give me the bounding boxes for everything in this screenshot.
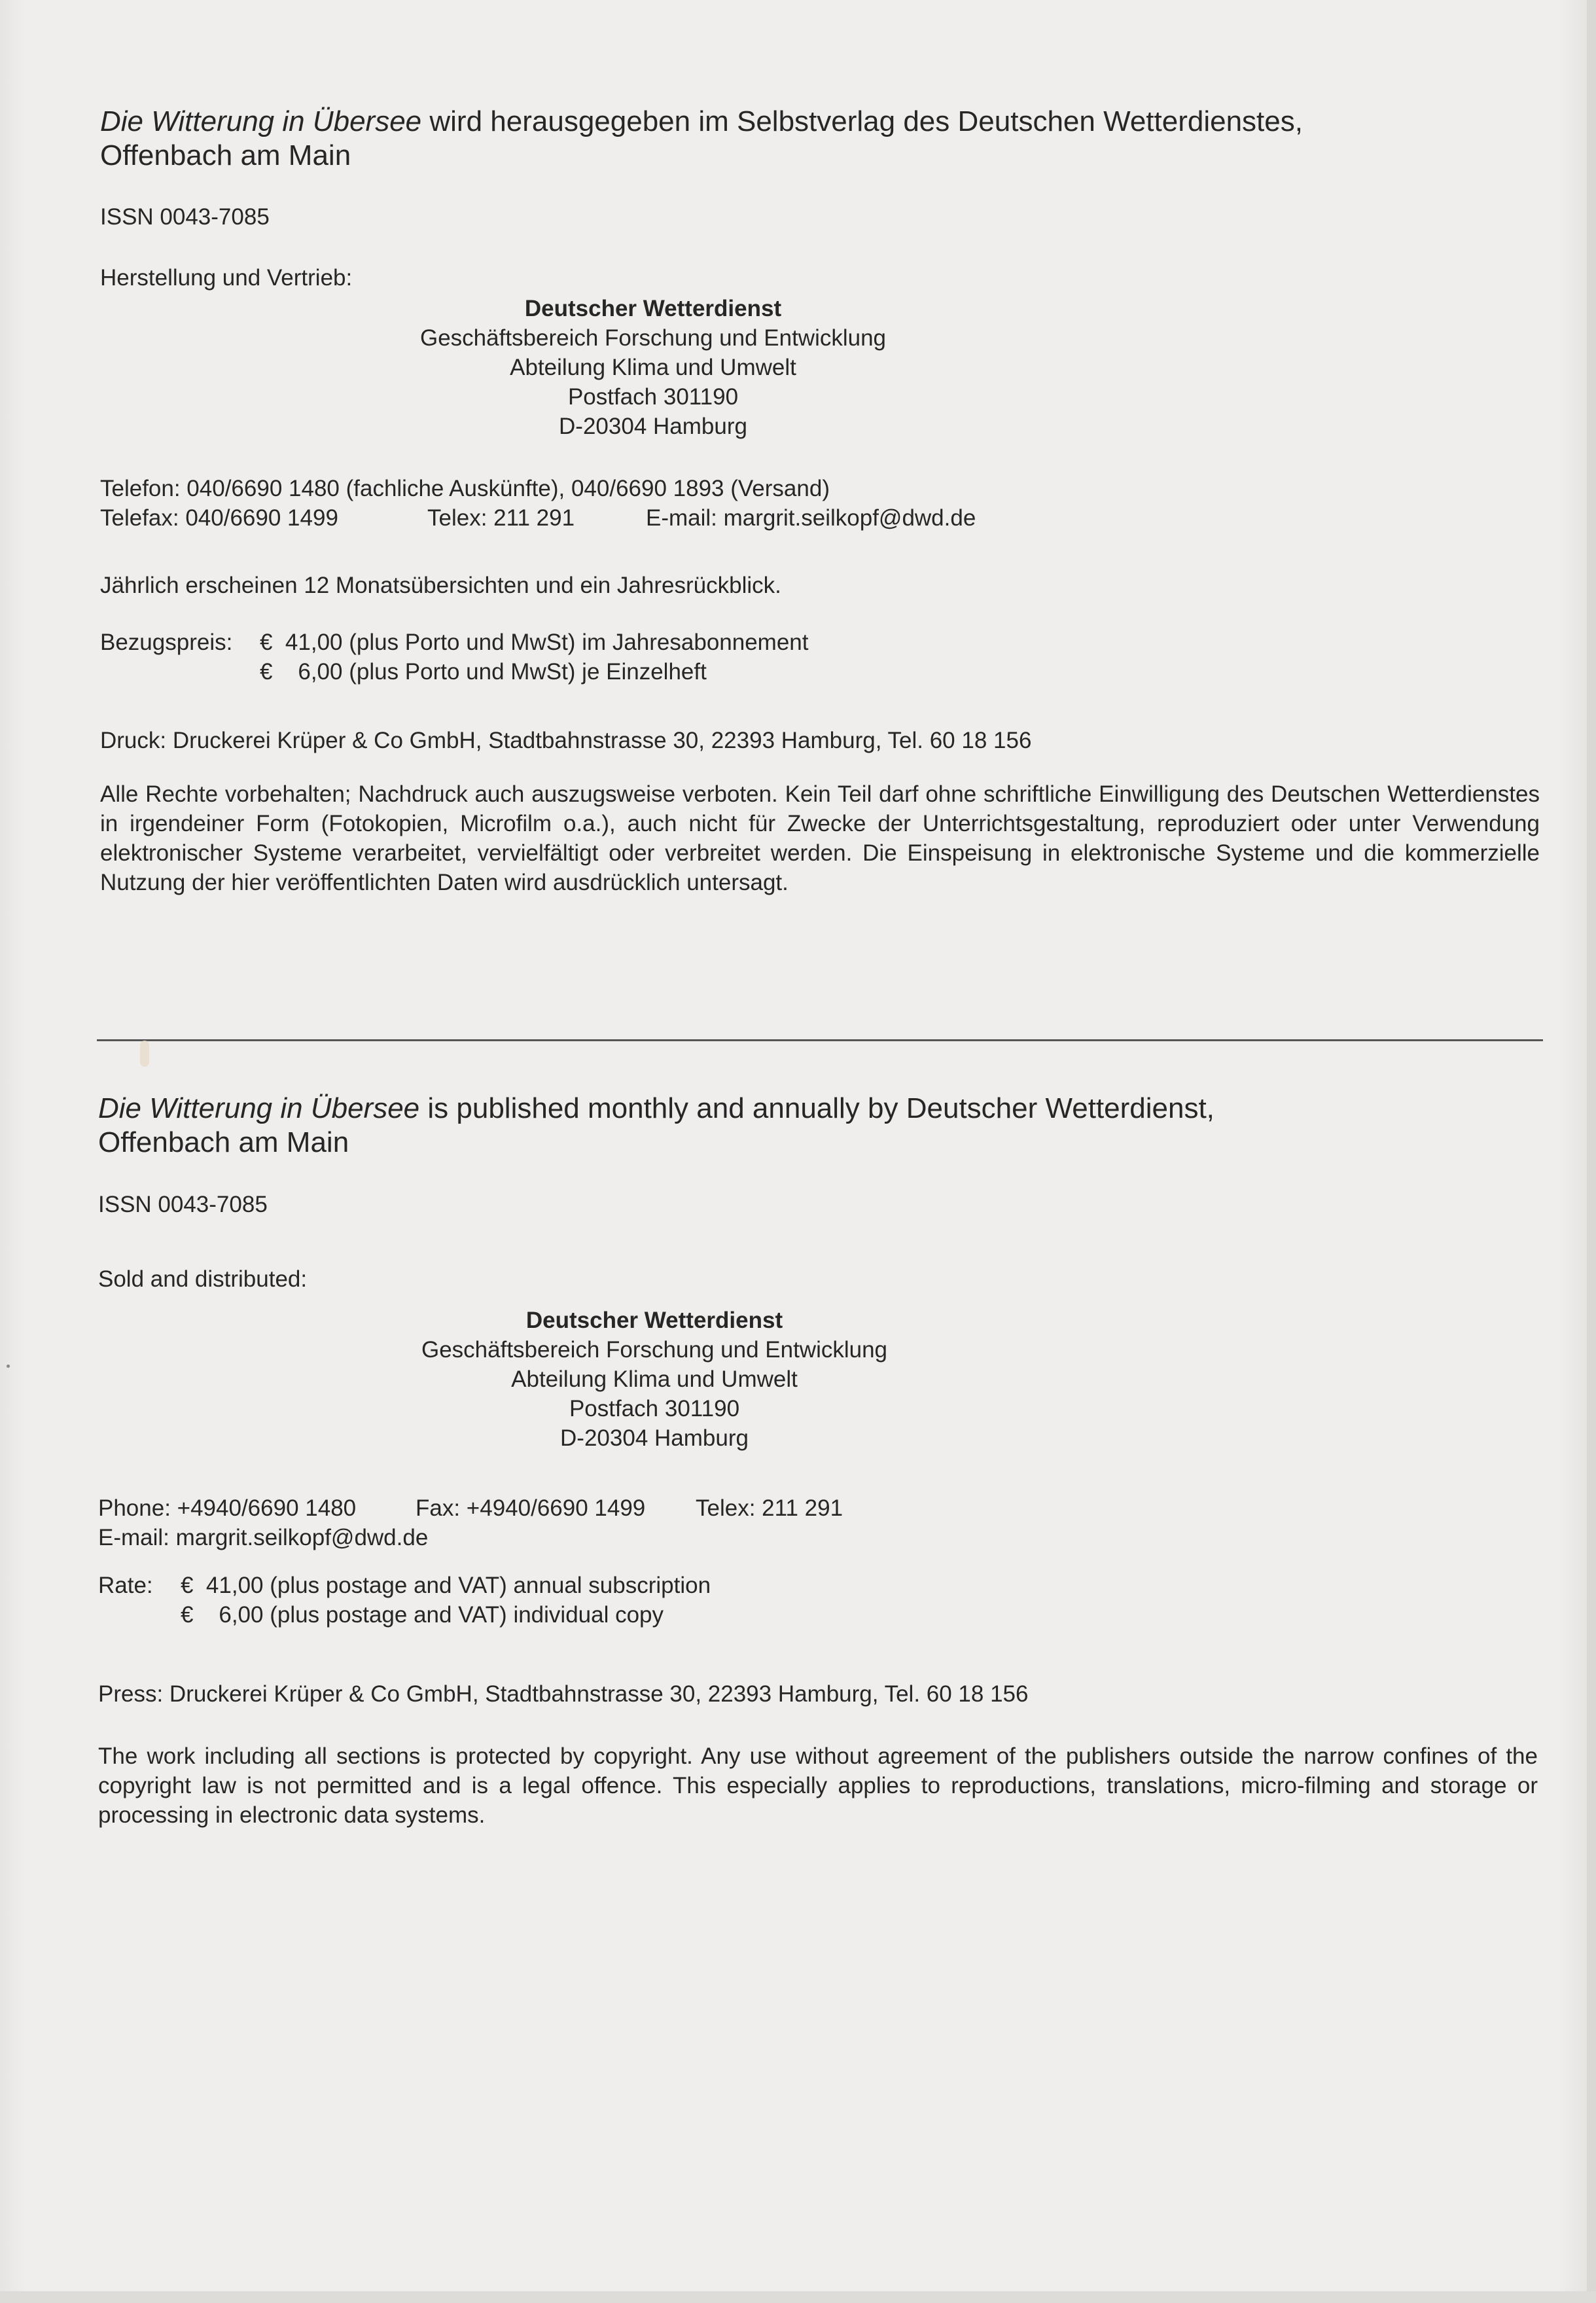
english-price-label: Rate: <box>98 1573 153 1598</box>
english-contact-row <box>98 1493 1538 1523</box>
german-price-1: € 41,00 (plus Porto und MwSt) im Jahresabonnement <box>260 630 809 655</box>
scan-speck <box>7 1365 10 1368</box>
english-price <box>98 1571 1538 1630</box>
german-address-org: Deutscher Wetterdienst <box>524 296 782 321</box>
german-price <box>100 628 1540 687</box>
english-issn: ISSN 0043-7085 <box>98 1192 268 1217</box>
english-address <box>98 1306 1211 1453</box>
english-price-list <box>181 1571 711 1630</box>
english-rights: The work including all sections is protected by copyright. Any use without agreement of the publishers outside the narrow confines of the copyright law is not permitted and is a legal offence. This especially applies to reproductions, translations, micro-filming and storage or processing in electronic data systems. <box>98 1743 1538 1828</box>
english-phone: Phone: +4940/6690 1480 <box>98 1495 357 1521</box>
german-fax: Telefax: 040/6690 1499 <box>100 505 338 531</box>
german-phone-line: Telefon: 040/6690 1480 (fachliche Auskünfte), 040/6690 1893 (Versand) <box>100 476 830 501</box>
english-title-line2: Offenbach am Main <box>98 1126 349 1158</box>
english-section <box>98 1092 1538 1830</box>
english-address-dept1: Geschäftsbereich Forschung und Entwicklung <box>421 1337 888 1363</box>
german-address-postbox: Postfach 301190 <box>567 384 739 410</box>
german-rights: Alle Rechte vorbehalten; Nachdruck auch auszugsweise verboten. Kein Teil darf ohne schriftliche Einwilligung des Deutschen Wetterdienstes in irgendeiner Form (Fotokopien, Microfilm o.a.), auch nicht für Zwecke der Unterrichtsgestaltung, reproduziert oder unter Verwendung elektronischer Systeme verarbeitet, vervielfältigt oder verbreitet werden. Die Einspeisung in elektronische Systeme und die kommerzielle Nutzung der hier veröffentlichten Daten wird ausdrücklich untersagt. <box>100 781 1540 895</box>
english-price-1: € 41,00 (plus postage and VAT) annual subscription <box>181 1573 711 1598</box>
german-title <box>100 105 1540 173</box>
german-section <box>100 105 1540 897</box>
german-address-city: D-20304 Hamburg <box>559 414 747 439</box>
german-issn: ISSN 0043-7085 <box>100 204 270 230</box>
german-print: Druck: Druckerei Krüper & Co GmbH, Stadtbahnstrasse 30, 22393 Hamburg, Tel. 60 18 156 <box>100 728 1032 753</box>
english-price-2: € 6,00 (plus postage and VAT) individual copy <box>181 1602 664 1628</box>
english-address-city: D-20304 Hamburg <box>560 1425 749 1451</box>
german-title-italic: Die Witterung in Übersee <box>100 105 422 137</box>
english-title-rest: is published monthly and annually by Deutscher Wetterdienst, <box>419 1092 1215 1124</box>
scan-mark <box>140 1041 149 1067</box>
english-address-postbox: Postfach 301190 <box>569 1396 740 1421</box>
german-address <box>100 294 1206 441</box>
page-edge-bottom <box>0 2291 1596 2303</box>
english-telex: Telex: 211 291 <box>696 1495 843 1521</box>
english-print: Press: Druckerei Krüper & Co GmbH, Stadtbahnstrasse 30, 22393 Hamburg, Tel. 60 18 156 <box>98 1681 1029 1707</box>
english-address-dept2: Abteilung Klima und Umwelt <box>511 1366 798 1392</box>
english-title <box>98 1092 1538 1160</box>
section-divider <box>97 1039 1543 1041</box>
english-email: E-mail: margrit.seilkopf@dwd.de <box>98 1525 429 1550</box>
german-title-line2: Offenbach am Main <box>100 139 351 171</box>
english-distribution-label: Sold and distributed: <box>98 1266 308 1292</box>
german-distribution-label: Herstellung und Vertrieb: <box>100 265 353 291</box>
german-contact-row <box>100 503 1540 533</box>
german-title-rest: wird herausgegeben im Selbstverlag des Deutschen Wetterdienstes, <box>421 105 1303 137</box>
german-telex: Telex: 211 291 <box>427 505 575 531</box>
german-price-label: Bezugspreis: <box>100 630 233 655</box>
page-edge-right <box>1587 0 1596 2303</box>
german-frequency: Jährlich erscheinen 12 Monatsübersichten und ein Jahresrückblick. <box>100 573 781 598</box>
english-fax: Fax: +4940/6690 1499 <box>416 1495 646 1521</box>
german-email: E-mail: margrit.seilkopf@dwd.de <box>646 505 976 531</box>
german-price-list <box>260 628 809 687</box>
english-address-org: Deutscher Wetterdienst <box>525 1308 783 1333</box>
german-price-2: € 6,00 (plus Porto und MwSt) je Einzelheft <box>260 659 707 685</box>
german-address-dept1: Geschäftsbereich Forschung und Entwicklung <box>419 325 887 351</box>
german-address-dept2: Abteilung Klima und Umwelt <box>510 355 796 380</box>
english-title-italic: Die Witterung in Übersee <box>98 1092 420 1124</box>
